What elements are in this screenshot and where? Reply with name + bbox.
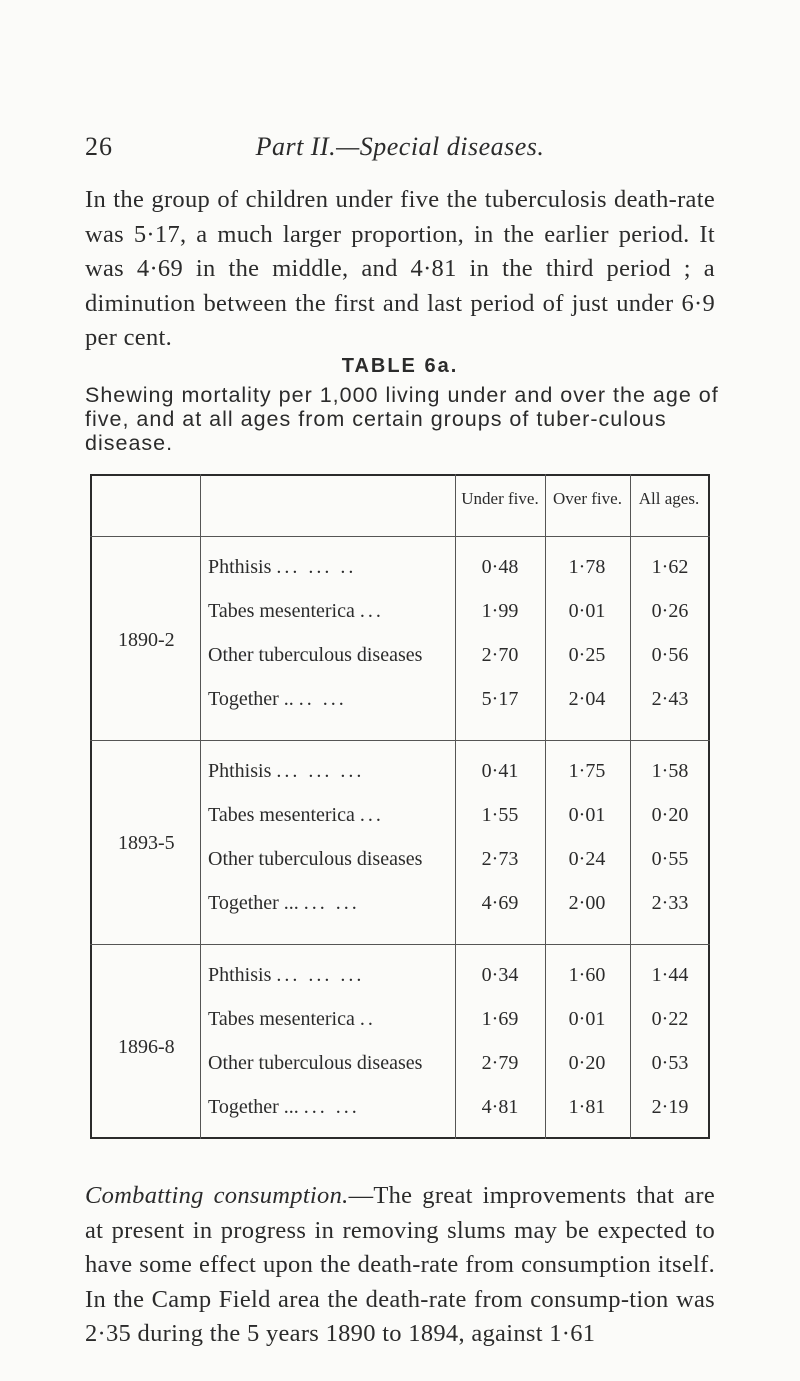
table-top-rule [90,474,710,476]
cell-value: 1·81 [568,1096,606,1118]
cell-value: 1·75 [568,760,606,782]
cell-value: 0·20 [568,1052,606,1074]
col-sep-under [545,474,546,1139]
row-label: Other tuberculous diseases [208,644,423,666]
header-sep [90,536,710,537]
cell-value: 2·43 [651,688,689,710]
cell-value: 0·22 [651,1008,689,1030]
row-label: Tabes mesenterica ... [208,804,384,826]
cell-value: 2·00 [568,892,606,914]
row-label: Phthisis ... ... .. [208,556,357,578]
section-run-in-title: Combatting consumption. [85,1182,349,1209]
cell-value: 4·81 [481,1096,519,1118]
cell-value: 0·41 [481,760,519,782]
group-sep-2 [90,944,710,945]
cell-value: 2·70 [481,644,519,666]
table-bottom-rule [90,1137,710,1139]
col-header-over-five: Over five. [553,489,622,508]
period-label: 1896-8 [118,1036,175,1058]
row-label: Tabes mesenterica .. [208,1008,376,1030]
running-title: Part II.—Special diseases. [255,132,545,161]
period-label: 1890-2 [118,629,175,651]
cell-value: 5·17 [481,688,519,710]
cell-value: 0·34 [481,964,519,986]
page-header [85,132,715,172]
cell-value: 0·20 [651,804,689,826]
period-label: 1893-5 [118,832,175,854]
cell-value: 0·01 [568,600,606,622]
cell-value: 1·62 [651,556,689,578]
cell-value: 0·53 [651,1052,689,1074]
row-label: Phthisis ... ... ... [208,760,365,782]
table-left-rule [90,474,92,1139]
cell-value: 2·79 [481,1052,519,1074]
cell-value: 0·56 [651,644,689,666]
group-sep-1 [90,740,710,741]
cell-value: 0·26 [651,600,689,622]
cell-value: 1·99 [481,600,519,622]
col-sep-label [455,474,456,1139]
col-sep-period [200,474,201,1139]
cell-value: 0·24 [568,848,606,870]
row-label: Phthisis ... ... ... [208,964,365,986]
row-label: Tabes mesenterica ... [208,600,384,622]
cell-value: 2·33 [651,892,689,914]
col-header-all-ages: All ages. [638,489,700,508]
combatting-paragraph [85,1179,715,1352]
cell-value: 0·01 [568,804,606,826]
cell-value: 1·69 [481,1008,519,1030]
cell-value: 1·44 [651,964,689,986]
row-label: Together ... ... ... [208,892,360,914]
cell-value: 1·58 [651,760,689,782]
intro-paragraph: In the group of children under five the tuberculosis death-rate was 5·17, a much larger proportion, in the earlier period. It was 4·69 in the middle, and 4·81 in the third period ; a diminution between the first and last period of just under 6·9 per cent. [85,186,715,351]
section-body: —The great improvements that are at present in progress in removing slums may be expected to have some effect upon the death-rate from consumption itself. In the Camp Field area the death-rate from consump-tion was 2·35 during the 5 years 1890 to 1894, against 1·61 [85,1182,715,1347]
table-title: TABLE 6a. [341,355,459,377]
row-label: Other tuberculous diseases [208,1052,423,1074]
cell-value: 1·78 [568,556,606,578]
page-number: 26 [85,132,113,161]
cell-value: 0·55 [651,848,689,870]
row-label: Together ... ... ... [208,1096,360,1118]
cell-value: 4·69 [481,892,519,914]
col-header-under-five: Under five. [461,489,539,508]
mortality-table [90,474,710,1139]
row-label: Other tuberculous diseases [208,848,423,870]
cell-value: 1·60 [568,964,606,986]
row-label: Together .. .. ... [208,688,347,710]
cell-value: 2·04 [568,688,606,710]
cell-value: 0·25 [568,644,606,666]
table-caption: Shewing mortality per 1,000 living under and over the age of five, and at all ages from certain groups of tuber-culous disease. [85,383,719,455]
cell-value: 1·55 [481,804,519,826]
cell-value: 0·48 [481,556,519,578]
cell-value: 0·01 [568,1008,606,1030]
cell-value: 2·73 [481,848,519,870]
cell-value: 2·19 [651,1096,689,1118]
